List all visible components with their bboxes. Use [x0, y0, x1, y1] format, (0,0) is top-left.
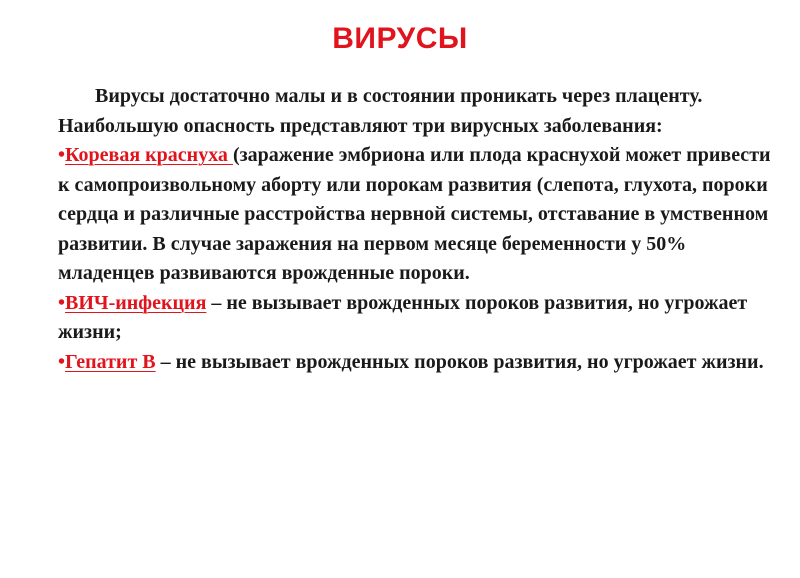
- slide-title: ВИРУСЫ: [332, 22, 468, 55]
- slide-body: [58, 82, 778, 377]
- term-hiv: ВИЧ-инфекция: [65, 291, 207, 314]
- list-item-hepatitis-b: [58, 348, 778, 378]
- item-text-hepatitis-b: – не вызывает врожденных пороков развития, но угрожает жизни.: [155, 350, 764, 373]
- list-item-rubella: [58, 141, 778, 289]
- intro-paragraph: Вирусы достаточно малы и в состоянии проникать через плаценту. Наибольшую опасность представляют три вирусных заболевания:: [58, 85, 703, 137]
- item-text-rubella: (заражение эмбриона или плода краснухой может привести к самопроизвольному аборту или порокам развития (слепота, глухота, пороки сердца и различные расстройства нервной системы, отставание в умственном развитии. В случае заражения на первом месяце беременности у 50% младенцев развиваются врожденные пороки.: [58, 144, 771, 284]
- bullet-icon: •: [58, 291, 66, 314]
- list-item-hiv: [58, 289, 778, 348]
- term-hepatitis-b: Гепатит В: [65, 350, 156, 373]
- bullet-icon: •: [58, 144, 66, 166]
- term-rubella: Коревая краснуха: [65, 144, 233, 166]
- bullet-icon: •: [58, 350, 66, 373]
- item-text-hiv: – не вызывает врожденных пороков развития, но угрожает жизни;: [58, 291, 748, 343]
